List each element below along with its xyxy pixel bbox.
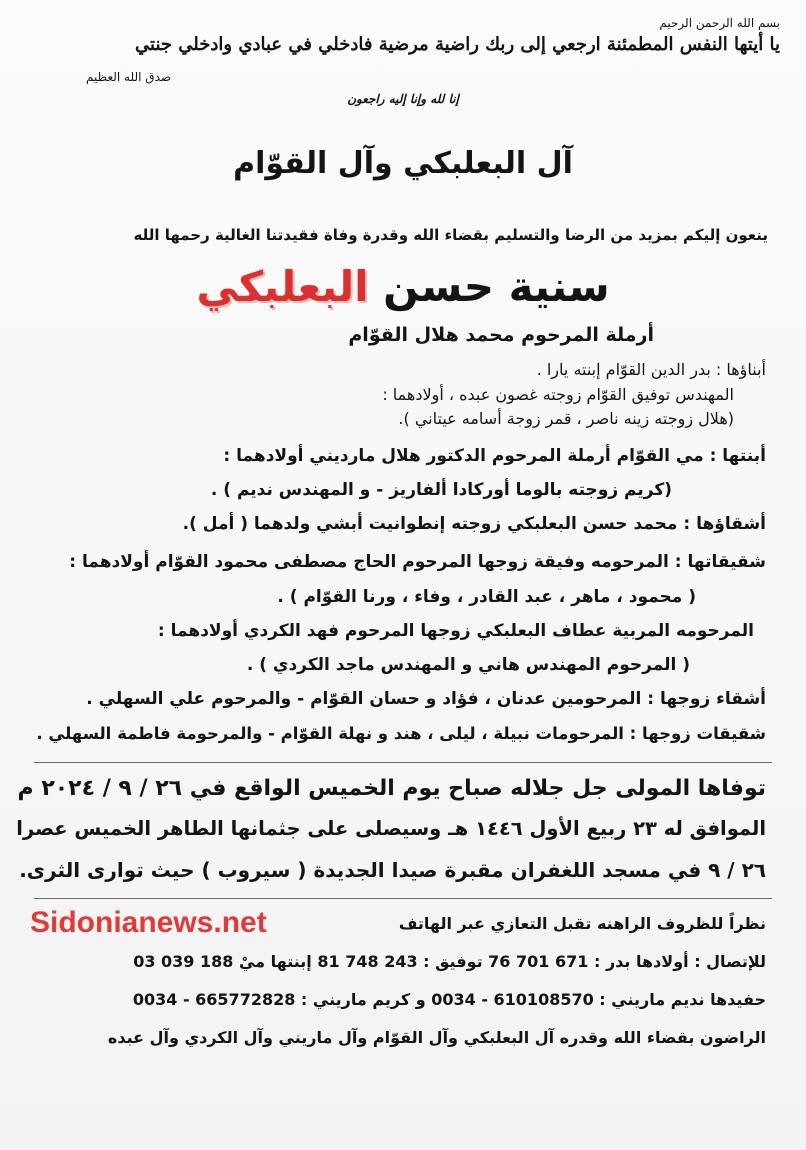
divider [34, 898, 772, 899]
relatives-line: أشقاؤها : محمد حسن البعلبكي زوجته إنطوانيت أبشي ولدهما ( أمل ). [182, 514, 766, 534]
divider [34, 762, 772, 763]
deceased-name [0, 252, 806, 322]
contact-line: حفيدها نديم ماريني : 610108570 - 0034 و كريم ماريني : 665772828 - 0034 [132, 990, 766, 1009]
relatives-line: شقيقاتها : المرحومه وفيقة زوجها المرحوم الحاج مصطفى محمود القوّام أولادهما : [69, 552, 766, 572]
istirja-calligraphy: إنا لله وإنا إليه راجعون [347, 92, 459, 106]
relatives-line: (كريم زوجته بالوما أوركادا ألفاريز - و المهندس نديم ) . [210, 480, 672, 500]
widow-of: أرملة المرحوم محمد هلال القوّام [348, 324, 654, 346]
relatives-line: أشقاء زوجها : المرحومين عدنان ، فؤاد و حسان القوّام - والمرحوم علي السهلي . [86, 689, 766, 709]
relatives-line: ( المرحوم المهندس هاني و المهندس ماجد الكردي ) . [246, 655, 690, 675]
contact-line: الراضون بقضاء الله وقدره آل البعلبكي وآل القوّام وآل ماريني وآل الكردي وآل عبده [107, 1028, 766, 1047]
deceased-family-name: البعلبكي [196, 262, 369, 311]
relatives-line: ( محمود ، ماهر ، عبد القادر ، وفاء ، ورنا القوّام ) . [277, 587, 696, 607]
funeral-line: توفاها المولى جل جلاله صباح يوم الخميس الواقع في ٢٦ / ٩ / ٢٠٢٤ م [17, 776, 766, 801]
relatives-line: أبناؤها : بدر الدين القوّام إبنته يارا . [536, 360, 766, 379]
relatives-line: المهندس توفيق القوّام زوجته غصون عبده ، أولادهما : [382, 385, 734, 404]
relatives-line: شقيقات زوجها : المرحومات نبيلة ، ليلى ، هند و نهلة القوّام - والمرحومة فاطمة السهلي . [36, 724, 766, 743]
funeral-line: الموافق له ٢٣ ربيع الأول ١٤٤٦ هـ وسيصلى على جثمانها الطاهر الخميس عصرا [16, 817, 766, 840]
relatives-line: أبنتها : مي القوّام أرملة المرحوم الدكتور هلال مارديني أولادهما : [223, 446, 766, 466]
quran-verse: يا أيتها النفس المطمئنة ارجعي إلى ربك راضية مرضية فادخلي في عبادي وادخلي جنتي [135, 34, 780, 55]
relatives-line: (هلال زوجته زينه ناصر ، قمر زوجة أسامه عيتاني ). [398, 409, 734, 428]
contact-line: للإتصال : أولادها بدر : 671 701 76 توفيق : 243 748 81 إبنتها ميْ 188 039 03 [133, 952, 766, 971]
sadaqa: صدق الله العظيم [86, 70, 172, 84]
funeral-line: ٢٦ / ٩ في مسجد اللغفران مقبرة صيدا الجديدة ( سيروب ) حيث توارى الثرى. [19, 858, 766, 882]
contact-line: نظراً للظروف الراهنه تقبل التعازي عبر الهاتف [398, 914, 766, 933]
relatives-line: المرحومه المربية عطاف البعلبكي زوجها المرحوم فهد الكردي أولادهما : [157, 621, 754, 641]
watermark: Sidonianews.net [30, 906, 267, 939]
announcement-intro: ينعون إليكم بمزيد من الرضا والتسليم بقضاء الله وقدرة وفاة فقيدتنا الغالية رحمها الله [133, 226, 768, 244]
deceased-first-name: سنية حسن [383, 262, 610, 311]
basmala: بسم الله الرحمن الرحيم [659, 16, 780, 30]
family-names-title: آل البعلبكي وآل القوّام [233, 146, 573, 181]
